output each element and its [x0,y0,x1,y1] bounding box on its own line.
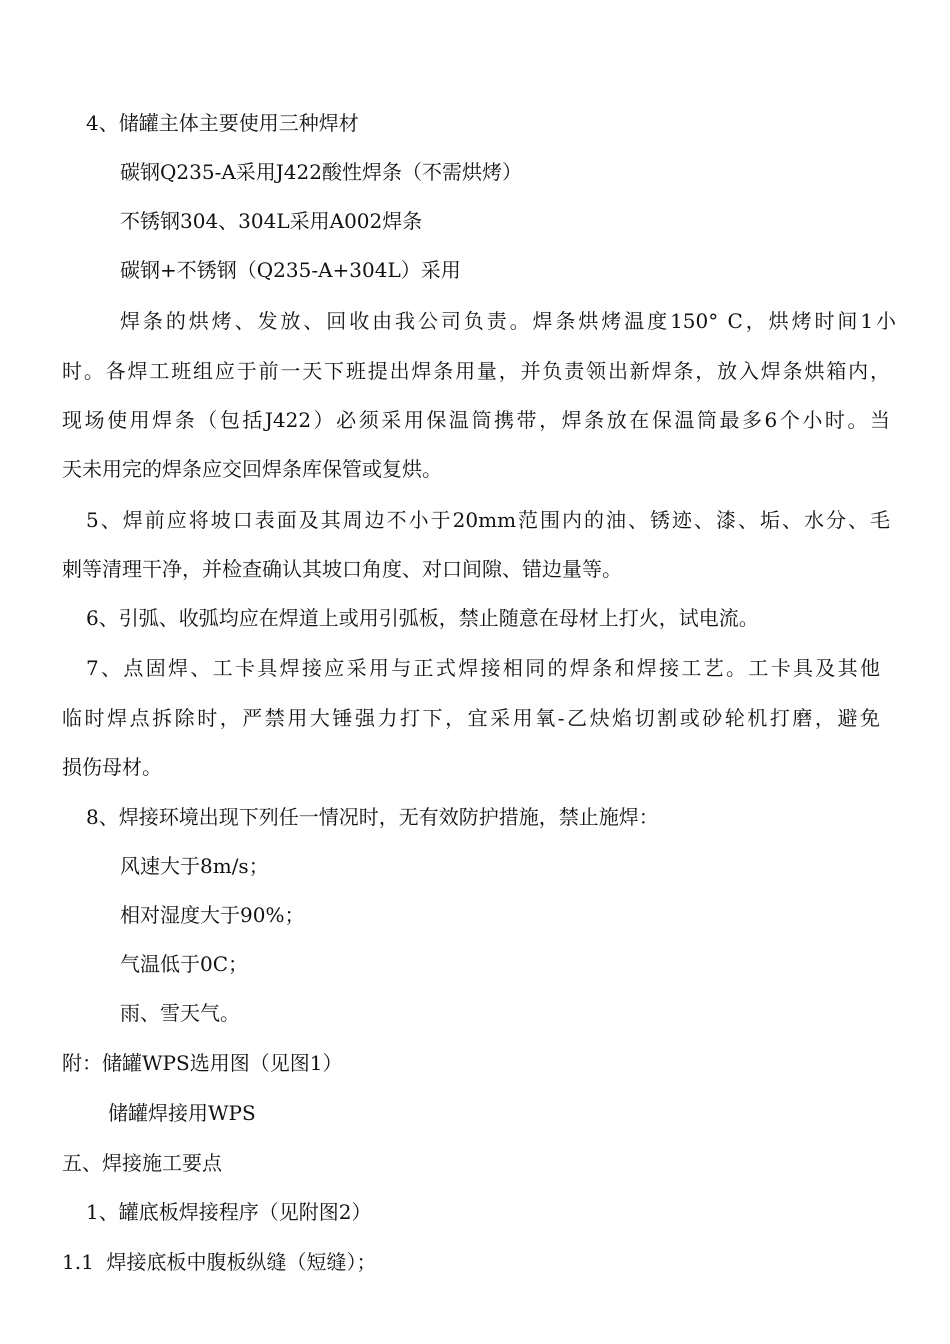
material-carbon-steel: 碳钢Q235-A采用J422酸性焊条（不需烘烤） [120,160,522,184]
item5-line-2: 刺等清理干净，并检查确认其坡口角度、对口间隙、错边量等。 [62,557,622,581]
appendix-title: 附：储罐WPS选用图（见图1） [62,1051,343,1075]
condition-temperature: 气温低于0C； [120,952,249,976]
item7-line-2: 临时焊点拆除时，严禁用大锤强力打下，宜采用氧-乙炔焰切割或砂轮机打磨，避免 [62,706,880,730]
appendix-subtitle: 储罐焊接用WPS [108,1101,256,1125]
section5-title: 五、焊接施工要点 [62,1151,222,1175]
item5-line-1: 5、焊前应将坡口表面及其周边不小于20mm范围内的油、锈迹、漆、垢、水分、毛 [86,508,890,532]
item6: 6、引弧、收弧均应在焊道上或用引弧板，禁止随意在母材上打火，试电流。 [86,606,759,630]
condition-wind: 风速大于8m/s； [120,854,269,878]
material-mixed: 碳钢+不锈钢（Q235-A+304L）采用 [120,258,461,282]
item4-paragraph-line-2: 时。各焊工班组应于前一天下班提出焊条用量，并负责领出新焊条，放入焊条烘箱内， [62,359,890,383]
item4-heading: 4、储罐主体主要使用三种焊材 [86,111,359,135]
section5-item1-1: 1.1 焊接底板中腹板纵缝（短缝）； [62,1250,377,1274]
item8-heading: 8、焊接环境出现下列任一情况时，无有效防护措施，禁止施焊： [86,805,659,829]
item4-paragraph-line-1: 焊条的烘烤、发放、回收由我公司负责。焊条烘烤温度150° C，烘烤时间1小 [120,309,896,333]
condition-humidity: 相对湿度大于90%； [120,903,305,927]
condition-weather: 雨、雪天气。 [120,1001,240,1025]
item4-paragraph-line-3: 现场使用焊条（包括J422）必须采用保温筒携带，焊条放在保温筒最多6个小时。当 [62,408,890,432]
item4-paragraph-line-4: 天未用完的焊条应交回焊条库保管或复烘。 [62,457,442,481]
material-stainless-steel: 不锈钢304、304L采用A002焊条 [120,209,423,233]
item7-line-3: 损伤母材。 [62,755,162,779]
item7-line-1: 7、点固焊、工卡具焊接应采用与正式焊接相同的焊条和焊接工艺。工卡具及其他 [86,656,880,680]
section5-item1: 1、罐底板焊接程序（见附图2） [86,1200,372,1224]
